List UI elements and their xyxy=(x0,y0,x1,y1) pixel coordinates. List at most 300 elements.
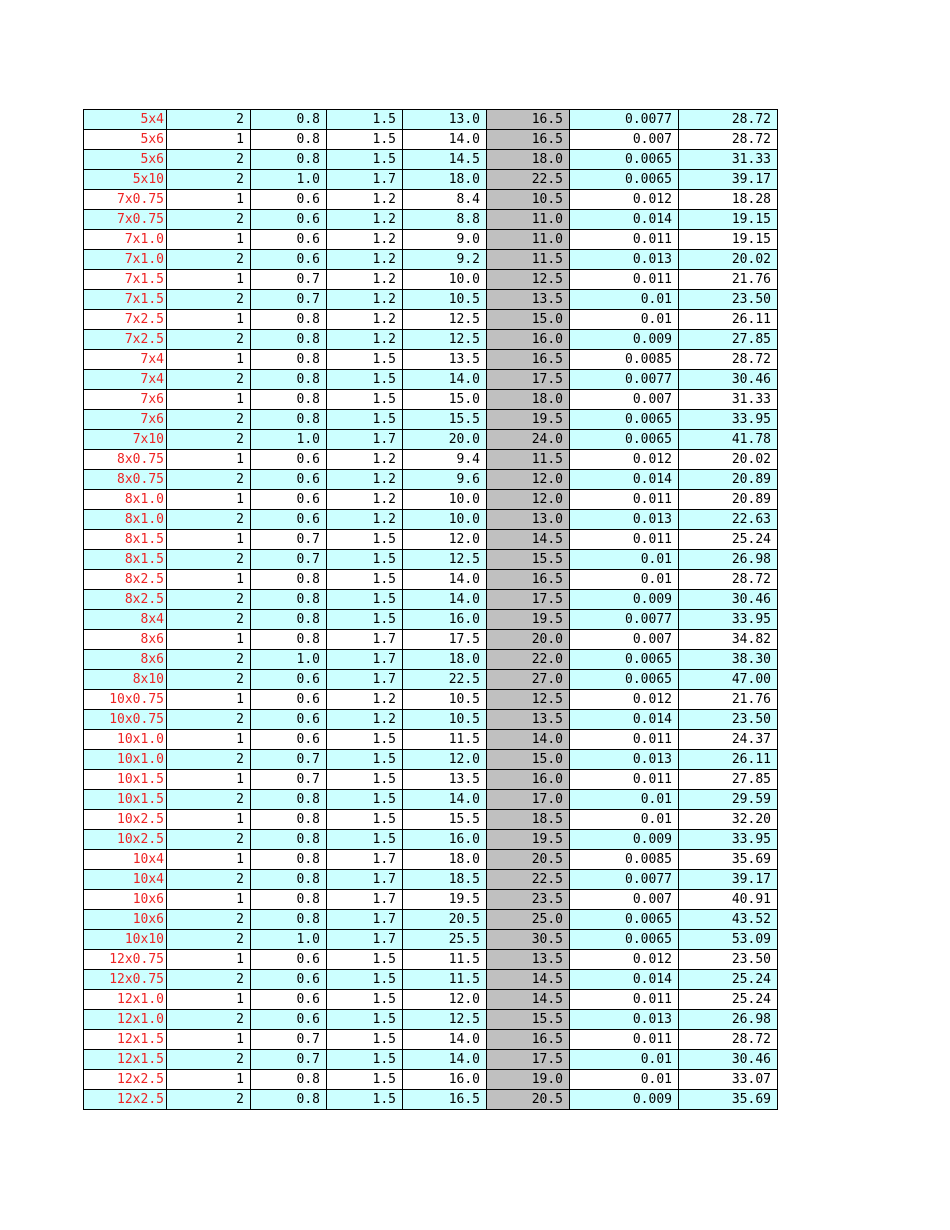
col7-cell: 0.012 xyxy=(570,450,679,470)
qty-cell: 1 xyxy=(167,770,251,790)
col4-cell: 1.7 xyxy=(327,170,403,190)
col4-cell: 1.5 xyxy=(327,1090,403,1110)
spec-cell: 10x1.5 xyxy=(84,790,167,810)
qty-cell: 2 xyxy=(167,750,251,770)
col8-cell: 21.76 xyxy=(679,270,778,290)
col5-cell: 20.0 xyxy=(403,430,487,450)
col7-cell: 0.009 xyxy=(570,1090,679,1110)
col7-cell: 0.007 xyxy=(570,130,679,150)
table-row xyxy=(84,430,778,450)
table-row xyxy=(84,610,778,630)
col7-cell: 0.013 xyxy=(570,750,679,770)
col3-cell: 0.8 xyxy=(251,830,327,850)
col3-cell: 1.0 xyxy=(251,930,327,950)
spec-cell: 7x4 xyxy=(84,350,167,370)
col4-cell: 1.5 xyxy=(327,590,403,610)
col8-cell: 33.95 xyxy=(679,830,778,850)
col7-cell: 0.011 xyxy=(570,990,679,1010)
col3-cell: 0.8 xyxy=(251,570,327,590)
col6-cell: 18.0 xyxy=(487,150,570,170)
col7-cell: 0.013 xyxy=(570,1010,679,1030)
col3-cell: 0.8 xyxy=(251,790,327,810)
col6-cell: 19.0 xyxy=(487,1070,570,1090)
qty-cell: 1 xyxy=(167,950,251,970)
qty-cell: 2 xyxy=(167,930,251,950)
col4-cell: 1.5 xyxy=(327,530,403,550)
table-row xyxy=(84,1070,778,1090)
col3-cell: 0.6 xyxy=(251,670,327,690)
col7-cell: 0.014 xyxy=(570,210,679,230)
col3-cell: 0.7 xyxy=(251,1030,327,1050)
col7-cell: 0.01 xyxy=(570,310,679,330)
qty-cell: 2 xyxy=(167,1010,251,1030)
col7-cell: 0.0065 xyxy=(570,910,679,930)
spec-cell: 7x1.5 xyxy=(84,290,167,310)
col7-cell: 0.0065 xyxy=(570,930,679,950)
col3-cell: 0.8 xyxy=(251,390,327,410)
col3-cell: 1.0 xyxy=(251,650,327,670)
col5-cell: 10.0 xyxy=(403,270,487,290)
col8-cell: 28.72 xyxy=(679,1030,778,1050)
col5-cell: 15.5 xyxy=(403,810,487,830)
col3-cell: 0.8 xyxy=(251,910,327,930)
col7-cell: 0.011 xyxy=(570,490,679,510)
col4-cell: 1.5 xyxy=(327,790,403,810)
col4-cell: 1.5 xyxy=(327,370,403,390)
col8-cell: 33.07 xyxy=(679,1070,778,1090)
col4-cell: 1.5 xyxy=(327,810,403,830)
col3-cell: 0.6 xyxy=(251,710,327,730)
col6-cell: 23.5 xyxy=(487,890,570,910)
col8-cell: 28.72 xyxy=(679,350,778,370)
table-row xyxy=(84,970,778,990)
col8-cell: 26.11 xyxy=(679,750,778,770)
table-row xyxy=(84,130,778,150)
col5-cell: 16.0 xyxy=(403,610,487,630)
col3-cell: 0.8 xyxy=(251,130,327,150)
col4-cell: 1.5 xyxy=(327,770,403,790)
col5-cell: 20.5 xyxy=(403,910,487,930)
col7-cell: 0.0077 xyxy=(570,610,679,630)
col7-cell: 0.014 xyxy=(570,970,679,990)
table-row xyxy=(84,550,778,570)
qty-cell: 2 xyxy=(167,870,251,890)
col4-cell: 1.2 xyxy=(327,330,403,350)
col7-cell: 0.013 xyxy=(570,250,679,270)
col4-cell: 1.5 xyxy=(327,750,403,770)
table-row xyxy=(84,750,778,770)
col5-cell: 12.0 xyxy=(403,530,487,550)
qty-cell: 2 xyxy=(167,150,251,170)
col6-cell: 22.5 xyxy=(487,170,570,190)
col8-cell: 31.33 xyxy=(679,390,778,410)
col8-cell: 20.89 xyxy=(679,490,778,510)
col7-cell: 0.011 xyxy=(570,770,679,790)
col8-cell: 20.02 xyxy=(679,450,778,470)
col5-cell: 12.0 xyxy=(403,990,487,1010)
qty-cell: 2 xyxy=(167,710,251,730)
qty-cell: 2 xyxy=(167,290,251,310)
qty-cell: 2 xyxy=(167,1090,251,1110)
qty-cell: 2 xyxy=(167,790,251,810)
col3-cell: 0.8 xyxy=(251,1070,327,1090)
col5-cell: 19.5 xyxy=(403,890,487,910)
col3-cell: 0.8 xyxy=(251,370,327,390)
col6-cell: 17.5 xyxy=(487,370,570,390)
col3-cell: 0.8 xyxy=(251,610,327,630)
col3-cell: 0.8 xyxy=(251,850,327,870)
col6-cell: 17.5 xyxy=(487,590,570,610)
col7-cell: 0.011 xyxy=(570,1030,679,1050)
table-row xyxy=(84,390,778,410)
qty-cell: 2 xyxy=(167,370,251,390)
col4-cell: 1.5 xyxy=(327,1010,403,1030)
col8-cell: 30.46 xyxy=(679,370,778,390)
qty-cell: 1 xyxy=(167,310,251,330)
table-row xyxy=(84,950,778,970)
col6-cell: 20.5 xyxy=(487,850,570,870)
col5-cell: 14.0 xyxy=(403,130,487,150)
col7-cell: 0.011 xyxy=(570,270,679,290)
qty-cell: 1 xyxy=(167,270,251,290)
col7-cell: 0.012 xyxy=(570,950,679,970)
col6-cell: 12.5 xyxy=(487,270,570,290)
table-row xyxy=(84,790,778,810)
col5-cell: 10.0 xyxy=(403,490,487,510)
col3-cell: 0.8 xyxy=(251,870,327,890)
qty-cell: 2 xyxy=(167,610,251,630)
col7-cell: 0.01 xyxy=(570,790,679,810)
col7-cell: 0.0065 xyxy=(570,430,679,450)
col7-cell: 0.01 xyxy=(570,810,679,830)
col5-cell: 13.5 xyxy=(403,770,487,790)
col8-cell: 26.11 xyxy=(679,310,778,330)
col3-cell: 0.6 xyxy=(251,490,327,510)
spec-cell: 12x2.5 xyxy=(84,1070,167,1090)
col5-cell: 16.0 xyxy=(403,1070,487,1090)
col3-cell: 1.0 xyxy=(251,170,327,190)
qty-cell: 2 xyxy=(167,830,251,850)
qty-cell: 2 xyxy=(167,210,251,230)
col5-cell: 14.0 xyxy=(403,1050,487,1070)
col8-cell: 41.78 xyxy=(679,430,778,450)
col5-cell: 14.0 xyxy=(403,570,487,590)
col3-cell: 0.6 xyxy=(251,510,327,530)
col4-cell: 1.5 xyxy=(327,350,403,370)
table-row xyxy=(84,1010,778,1030)
col8-cell: 18.28 xyxy=(679,190,778,210)
col7-cell: 0.0065 xyxy=(570,170,679,190)
col5-cell: 12.5 xyxy=(403,550,487,570)
col4-cell: 1.7 xyxy=(327,650,403,670)
spec-cell: 10x6 xyxy=(84,910,167,930)
col3-cell: 0.7 xyxy=(251,770,327,790)
spec-cell: 5x6 xyxy=(84,150,167,170)
col4-cell: 1.5 xyxy=(327,990,403,1010)
col4-cell: 1.5 xyxy=(327,610,403,630)
table-row xyxy=(84,490,778,510)
table-body xyxy=(84,110,778,1110)
qty-cell: 2 xyxy=(167,650,251,670)
col4-cell: 1.5 xyxy=(327,970,403,990)
spec-cell: 10x0.75 xyxy=(84,710,167,730)
col5-cell: 13.0 xyxy=(403,110,487,130)
col3-cell: 0.7 xyxy=(251,1050,327,1070)
col6-cell: 12.0 xyxy=(487,470,570,490)
qty-cell: 1 xyxy=(167,570,251,590)
col5-cell: 14.5 xyxy=(403,150,487,170)
qty-cell: 2 xyxy=(167,1050,251,1070)
spec-cell: 10x4 xyxy=(84,850,167,870)
col3-cell: 0.6 xyxy=(251,250,327,270)
col5-cell: 18.0 xyxy=(403,850,487,870)
spec-cell: 8x0.75 xyxy=(84,450,167,470)
col8-cell: 38.30 xyxy=(679,650,778,670)
spec-cell: 10x4 xyxy=(84,870,167,890)
col3-cell: 0.6 xyxy=(251,950,327,970)
col4-cell: 1.7 xyxy=(327,630,403,650)
col3-cell: 0.8 xyxy=(251,590,327,610)
qty-cell: 2 xyxy=(167,250,251,270)
col8-cell: 26.98 xyxy=(679,1010,778,1030)
spec-cell: 5x6 xyxy=(84,130,167,150)
col8-cell: 21.76 xyxy=(679,690,778,710)
table-row xyxy=(84,170,778,190)
col4-cell: 1.5 xyxy=(327,110,403,130)
qty-cell: 1 xyxy=(167,850,251,870)
col7-cell: 0.01 xyxy=(570,290,679,310)
col7-cell: 0.012 xyxy=(570,690,679,710)
qty-cell: 1 xyxy=(167,1070,251,1090)
table-row xyxy=(84,250,778,270)
col8-cell: 20.02 xyxy=(679,250,778,270)
col3-cell: 0.7 xyxy=(251,550,327,570)
col6-cell: 19.5 xyxy=(487,410,570,430)
spec-cell: 12x1.5 xyxy=(84,1030,167,1050)
table-row xyxy=(84,1090,778,1110)
spec-cell: 8x6 xyxy=(84,630,167,650)
col6-cell: 16.5 xyxy=(487,570,570,590)
col8-cell: 22.63 xyxy=(679,510,778,530)
col5-cell: 8.8 xyxy=(403,210,487,230)
table-row xyxy=(84,830,778,850)
col4-cell: 1.5 xyxy=(327,570,403,590)
col8-cell: 27.85 xyxy=(679,330,778,350)
qty-cell: 1 xyxy=(167,350,251,370)
col6-cell: 15.0 xyxy=(487,310,570,330)
col4-cell: 1.5 xyxy=(327,390,403,410)
col8-cell: 40.91 xyxy=(679,890,778,910)
col3-cell: 0.6 xyxy=(251,1010,327,1030)
col8-cell: 25.24 xyxy=(679,990,778,1010)
col5-cell: 10.0 xyxy=(403,510,487,530)
col6-cell: 12.5 xyxy=(487,690,570,710)
col5-cell: 14.0 xyxy=(403,1030,487,1050)
col8-cell: 20.89 xyxy=(679,470,778,490)
col6-cell: 12.0 xyxy=(487,490,570,510)
spec-cell: 8x4 xyxy=(84,610,167,630)
col3-cell: 0.6 xyxy=(251,230,327,250)
col6-cell: 15.0 xyxy=(487,750,570,770)
col3-cell: 0.7 xyxy=(251,530,327,550)
col8-cell: 26.98 xyxy=(679,550,778,570)
spec-cell: 7x0.75 xyxy=(84,210,167,230)
col7-cell: 0.007 xyxy=(570,390,679,410)
col5-cell: 18.5 xyxy=(403,870,487,890)
qty-cell: 2 xyxy=(167,910,251,930)
col3-cell: 0.8 xyxy=(251,410,327,430)
col6-cell: 14.0 xyxy=(487,730,570,750)
table-row xyxy=(84,150,778,170)
col4-cell: 1.7 xyxy=(327,430,403,450)
table-row xyxy=(84,190,778,210)
spec-cell: 5x10 xyxy=(84,170,167,190)
col6-cell: 30.5 xyxy=(487,930,570,950)
col7-cell: 0.01 xyxy=(570,1050,679,1070)
col3-cell: 0.6 xyxy=(251,450,327,470)
table-row xyxy=(84,910,778,930)
col7-cell: 0.0077 xyxy=(570,870,679,890)
spec-cell: 7x2.5 xyxy=(84,310,167,330)
table-row xyxy=(84,810,778,830)
col6-cell: 11.0 xyxy=(487,210,570,230)
col5-cell: 12.5 xyxy=(403,310,487,330)
spec-cell: 7x6 xyxy=(84,410,167,430)
col5-cell: 14.0 xyxy=(403,370,487,390)
qty-cell: 1 xyxy=(167,230,251,250)
data-table xyxy=(83,109,778,1110)
col6-cell: 25.0 xyxy=(487,910,570,930)
table-row xyxy=(84,290,778,310)
col6-cell: 24.0 xyxy=(487,430,570,450)
col4-cell: 1.2 xyxy=(327,190,403,210)
col4-cell: 1.2 xyxy=(327,690,403,710)
col3-cell: 0.8 xyxy=(251,630,327,650)
qty-cell: 1 xyxy=(167,530,251,550)
col8-cell: 39.17 xyxy=(679,870,778,890)
qty-cell: 2 xyxy=(167,670,251,690)
col6-cell: 18.0 xyxy=(487,390,570,410)
col6-cell: 15.5 xyxy=(487,550,570,570)
col8-cell: 35.69 xyxy=(679,1090,778,1110)
spec-cell: 10x10 xyxy=(84,930,167,950)
spec-cell: 7x0.75 xyxy=(84,190,167,210)
col8-cell: 29.59 xyxy=(679,790,778,810)
spec-cell: 8x0.75 xyxy=(84,470,167,490)
spec-cell: 12x0.75 xyxy=(84,970,167,990)
col8-cell: 28.72 xyxy=(679,110,778,130)
col4-cell: 1.2 xyxy=(327,510,403,530)
col8-cell: 23.50 xyxy=(679,950,778,970)
col5-cell: 11.5 xyxy=(403,970,487,990)
col8-cell: 33.95 xyxy=(679,410,778,430)
col8-cell: 28.72 xyxy=(679,570,778,590)
col8-cell: 33.95 xyxy=(679,610,778,630)
col4-cell: 1.2 xyxy=(327,290,403,310)
qty-cell: 2 xyxy=(167,470,251,490)
col5-cell: 16.5 xyxy=(403,1090,487,1110)
spec-cell: 8x2.5 xyxy=(84,570,167,590)
col7-cell: 0.011 xyxy=(570,530,679,550)
col6-cell: 19.5 xyxy=(487,610,570,630)
col4-cell: 1.5 xyxy=(327,130,403,150)
col4-cell: 1.5 xyxy=(327,950,403,970)
table-row xyxy=(84,630,778,650)
col5-cell: 13.5 xyxy=(403,350,487,370)
col3-cell: 0.8 xyxy=(251,110,327,130)
table-row xyxy=(84,270,778,290)
col4-cell: 1.5 xyxy=(327,1030,403,1050)
col7-cell: 0.0077 xyxy=(570,110,679,130)
col6-cell: 14.5 xyxy=(487,990,570,1010)
col5-cell: 17.5 xyxy=(403,630,487,650)
col6-cell: 13.0 xyxy=(487,510,570,530)
col5-cell: 9.2 xyxy=(403,250,487,270)
spec-cell: 12x1.0 xyxy=(84,990,167,1010)
qty-cell: 2 xyxy=(167,110,251,130)
col6-cell: 13.5 xyxy=(487,290,570,310)
col8-cell: 25.24 xyxy=(679,970,778,990)
col5-cell: 9.4 xyxy=(403,450,487,470)
qty-cell: 2 xyxy=(167,410,251,430)
table-row xyxy=(84,710,778,730)
col6-cell: 20.5 xyxy=(487,1090,570,1110)
col4-cell: 1.2 xyxy=(327,470,403,490)
col8-cell: 34.82 xyxy=(679,630,778,650)
col7-cell: 0.007 xyxy=(570,630,679,650)
table-row xyxy=(84,890,778,910)
col7-cell: 0.0065 xyxy=(570,670,679,690)
spec-cell: 7x1.0 xyxy=(84,250,167,270)
col8-cell: 25.24 xyxy=(679,530,778,550)
col4-cell: 1.2 xyxy=(327,310,403,330)
col4-cell: 1.5 xyxy=(327,1050,403,1070)
col7-cell: 0.011 xyxy=(570,730,679,750)
spec-cell: 7x1.5 xyxy=(84,270,167,290)
table-row xyxy=(84,370,778,390)
table-row xyxy=(84,670,778,690)
qty-cell: 1 xyxy=(167,810,251,830)
col5-cell: 9.0 xyxy=(403,230,487,250)
col6-cell: 16.0 xyxy=(487,330,570,350)
col6-cell: 11.5 xyxy=(487,450,570,470)
col3-cell: 0.6 xyxy=(251,190,327,210)
table-row xyxy=(84,530,778,550)
qty-cell: 2 xyxy=(167,430,251,450)
col3-cell: 0.6 xyxy=(251,990,327,1010)
col5-cell: 25.5 xyxy=(403,930,487,950)
col6-cell: 16.0 xyxy=(487,770,570,790)
col8-cell: 31.33 xyxy=(679,150,778,170)
qty-cell: 2 xyxy=(167,970,251,990)
col4-cell: 1.7 xyxy=(327,890,403,910)
spec-cell: 7x1.0 xyxy=(84,230,167,250)
table-row xyxy=(84,770,778,790)
table-row xyxy=(84,210,778,230)
col4-cell: 1.2 xyxy=(327,490,403,510)
col3-cell: 0.6 xyxy=(251,690,327,710)
table-row xyxy=(84,470,778,490)
col6-cell: 18.5 xyxy=(487,810,570,830)
spec-cell: 7x10 xyxy=(84,430,167,450)
qty-cell: 2 xyxy=(167,590,251,610)
spec-cell: 8x1.5 xyxy=(84,550,167,570)
col3-cell: 0.6 xyxy=(251,970,327,990)
spec-cell: 12x2.5 xyxy=(84,1090,167,1110)
col8-cell: 53.09 xyxy=(679,930,778,950)
col5-cell: 12.0 xyxy=(403,750,487,770)
spec-cell: 8x10 xyxy=(84,670,167,690)
